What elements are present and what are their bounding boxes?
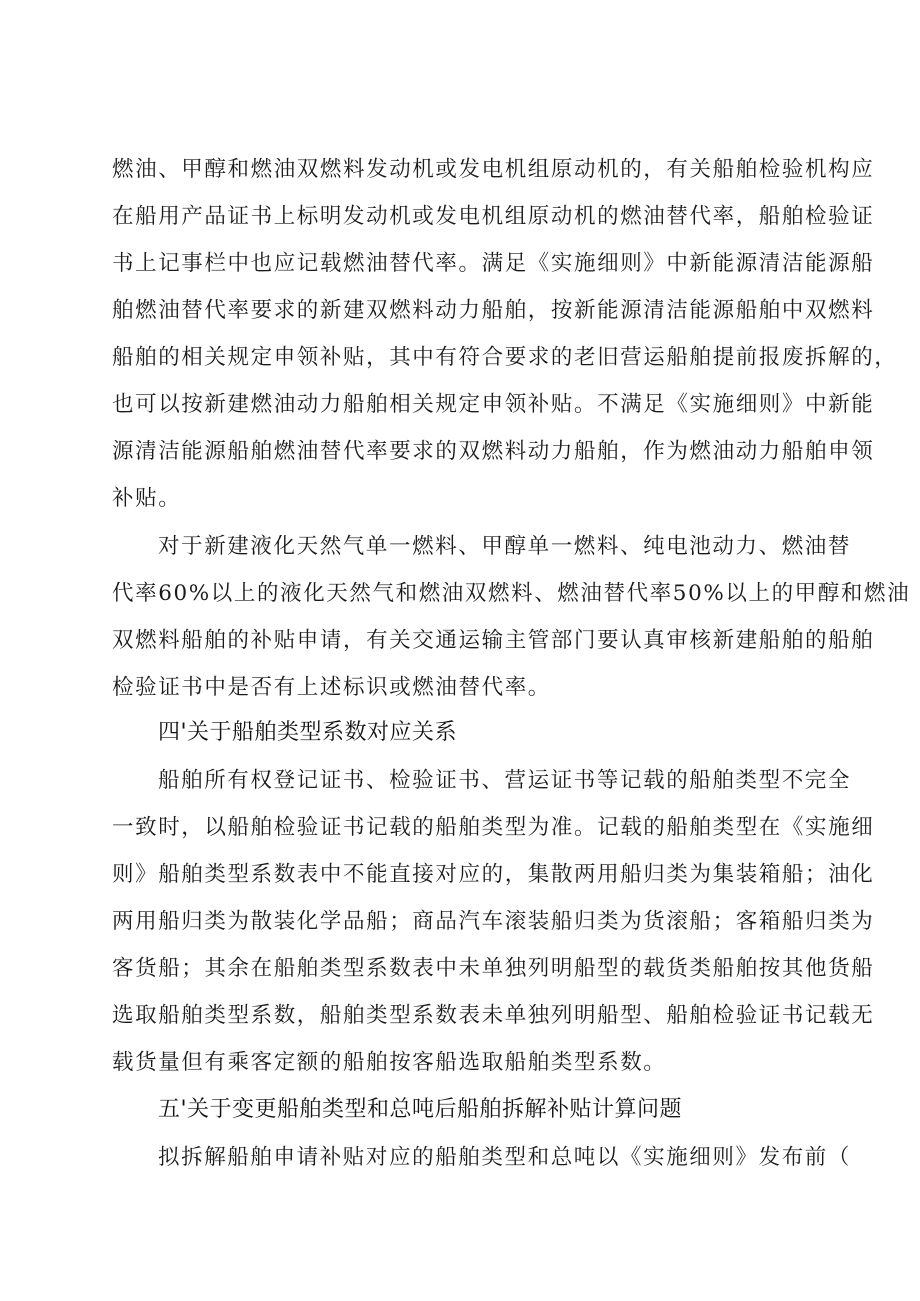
paragraph-1-line-4: 舶燃油替代率要求的新建双燃料动力船舶，按新能源清洁能源船舶中双燃料 bbox=[112, 298, 875, 323]
paragraph-2-line-3: 双燃料船舶的补贴申请，有关交通运输主管部门要认真审核新建船舶的船舶 bbox=[112, 628, 875, 653]
paragraph-1-line-6: 也可以按新建燃油动力船舶相关规定申领补贴。不满足《实施细则》中新能 bbox=[112, 392, 875, 417]
section-heading-5: 五'关于变更船舶类型和总吨后船舶拆解补贴计算问题 bbox=[158, 1097, 683, 1122]
paragraph-3-line-2: 一致时，以船舶检验证书记载的船舶类型为准。记载的船舶类型在《实施细 bbox=[112, 815, 875, 840]
paragraph-3-line-7: 载货量但有乘客定额的船舶按客船选取船舶类型系数。 bbox=[112, 1050, 667, 1075]
paragraph-3-line-6: 选取船舶类型系数，船舶类型系数表未单独列明船型、船舶检验证书记载无 bbox=[112, 1003, 875, 1028]
paragraph-1-line-7: 源清洁能源船舶燃油替代率要求的双燃料动力船舶，作为燃油动力船舶申领 bbox=[112, 439, 875, 464]
paragraph-1-line-3: 书上记事栏中也应记载燃油替代率。满足《实施细则》中新能源清洁能源船 bbox=[112, 251, 875, 276]
paragraph-2-line-1: 对于新建液化天然气单一燃料、甲醇单一燃料、纯电池动力、燃油替 bbox=[158, 534, 852, 559]
paragraph-1-line-8: 补贴。 bbox=[112, 486, 182, 511]
paragraph-1-line-2: 在船用产品证书上标明发动机或发电机组原动机的燃油替代率，船舶检验证 bbox=[112, 204, 875, 229]
section-heading-4: 四'关于船舶类型系数对应关系 bbox=[158, 720, 458, 745]
paragraph-3-line-4: 两用船归类为散装化学品船；商品汽车滚装船归类为货滚船；客箱船归类为 bbox=[112, 909, 875, 934]
paragraph-1-line-5: 船舶的相关规定申领补贴，其中有符合要求的老旧营运船舶提前报废拆解的， bbox=[112, 345, 898, 370]
paragraph-2-line-2: 代率60%以上的液化天然气和燃油双燃料、燃油替代率50%以上的甲醇和燃油 bbox=[112, 581, 911, 606]
paragraph-3-line-5: 客货船；其余在船舶类型系数表中未单独列明船型的载货类船舶按其他货船 bbox=[112, 956, 875, 981]
paragraph-4-line-1: 拟拆解船舶申请补贴对应的船舶类型和总吨以《实施细则》发布前（ bbox=[158, 1145, 852, 1170]
paragraph-2-line-4: 检验证书中是否有上述标识或燃油替代率。 bbox=[112, 675, 551, 700]
paragraph-1-line-1: 燃油、甲醇和燃油双燃料发动机或发电机组原动机的，有关船舶检验机构应 bbox=[112, 157, 875, 182]
paragraph-3-line-1: 船舶所有权登记证书、检验证书、营运证书等记载的船舶类型不完全 bbox=[158, 768, 852, 793]
paragraph-3-line-3: 则》船舶类型系数表中不能直接对应的，集散两用船归类为集装箱船；油化 bbox=[112, 862, 875, 887]
